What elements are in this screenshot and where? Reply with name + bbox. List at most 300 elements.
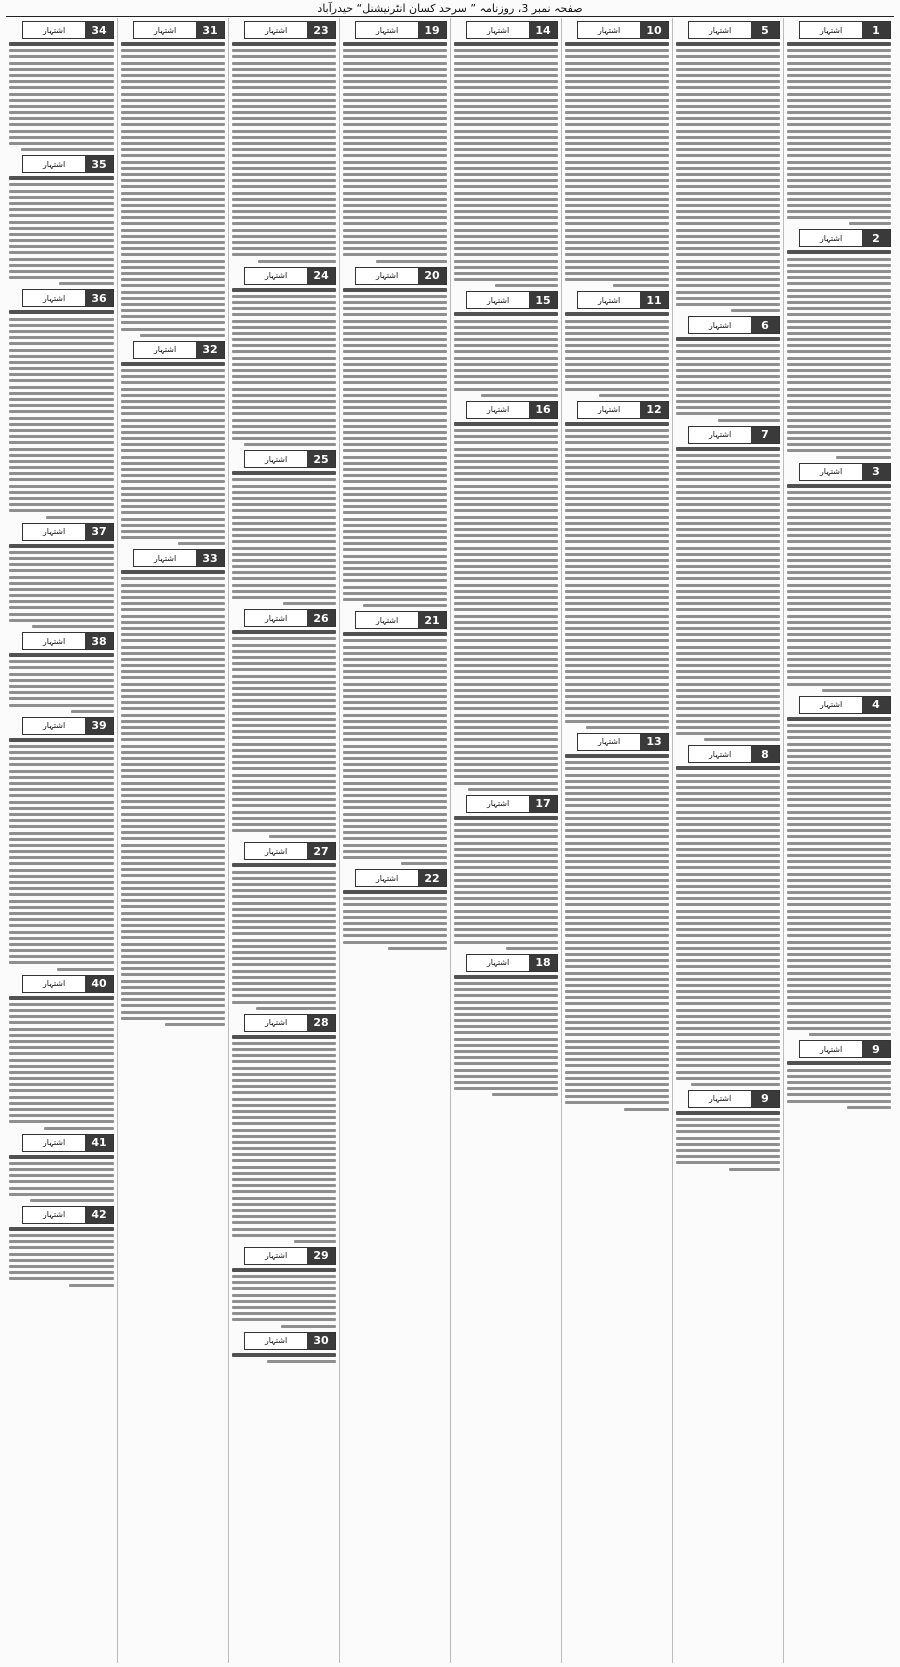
text-line [343,462,447,465]
text-line [565,466,669,469]
text-line [787,559,891,562]
text-line [565,1021,669,1024]
text-line [9,1187,114,1190]
text-line [676,701,780,704]
text-line [676,615,780,618]
text-line [849,222,891,225]
text-line [454,332,558,335]
text-line [676,136,780,139]
text-line [787,357,891,360]
text-line [232,1060,336,1063]
ad-number-badge [244,1014,336,1032]
text-line [787,282,891,285]
text-line [787,817,891,820]
text-line [787,148,891,151]
text-line [121,986,225,989]
text-line [565,204,669,207]
ad-block [454,954,558,1097]
text-line [121,198,225,201]
text-line [232,774,336,777]
ad-number-badge [244,267,336,285]
text-line [787,161,891,164]
text-line [343,179,447,182]
text-line [343,586,447,589]
text-line [30,1199,114,1202]
text-line [676,811,780,814]
text-line [121,68,225,71]
text-line [9,1009,114,1012]
text-line [232,400,336,403]
text-line [565,241,669,244]
text-line [9,491,114,494]
ad-label: اشتہار [689,1091,751,1107]
text-line [232,509,336,512]
text-line [565,934,669,937]
text-line [731,309,780,312]
text-line [454,751,558,754]
text-line [676,460,780,463]
text-line [343,561,447,564]
ad-block [565,733,669,1111]
text-line [232,154,336,157]
text-line [787,443,891,446]
text-line [565,959,669,962]
text-line [232,811,336,814]
text-line [454,1001,558,1004]
text-line [565,161,669,164]
text-line [787,1009,891,1012]
text-line [343,573,447,576]
text-line [121,431,225,434]
text-line [121,362,225,366]
ad-block [343,869,447,950]
text-line [343,850,447,853]
text-line [9,887,114,890]
text-line [454,344,558,347]
text-line [676,670,780,673]
text-line [343,592,447,595]
text-line [121,732,225,735]
text-line [343,74,447,77]
text-line [232,142,336,145]
text-line [787,301,891,304]
text-line [787,835,891,838]
text-line [9,1174,114,1177]
text-line [565,272,669,275]
ad-number: 16 [529,402,557,418]
ad-number-badge [355,869,447,887]
column [117,18,228,1663]
text-line [121,406,225,409]
text-line [121,487,225,490]
text-line [676,253,780,256]
text-line [787,621,891,624]
text-line [454,994,558,997]
text-line [232,478,336,481]
text-line [121,633,225,636]
text-line [454,928,558,931]
text-line [676,497,780,500]
text-line [9,49,114,52]
text-line [9,1168,114,1171]
text-line [9,208,114,211]
text-line [121,967,225,970]
ad-text-lines [9,544,114,628]
text-line [565,369,669,372]
text-line [343,536,447,539]
text-line [676,55,780,58]
text-line [232,908,336,911]
text-line [676,80,780,83]
text-line [565,615,669,618]
text-line [121,924,225,927]
text-line [565,441,669,444]
text-line [232,804,336,807]
text-line [676,185,780,188]
ad-label: اشتہار [800,230,862,246]
text-line [9,99,114,102]
text-line [565,111,669,114]
text-line [9,448,114,451]
text-line [343,295,447,298]
text-line [787,123,891,126]
text-line [676,154,780,157]
text-line [232,743,336,746]
text-line [343,474,447,477]
text-line [232,198,336,201]
ad-number-badge [799,696,891,714]
text-line [454,848,558,851]
text-line [787,307,891,310]
text-line [232,693,336,696]
text-line [121,192,225,195]
ad-label: اشتہار [245,843,307,859]
text-line [676,646,780,649]
text-line [343,775,447,778]
text-line [343,632,447,636]
text-line [676,934,780,937]
ad-text-lines [232,1268,336,1328]
text-line [787,990,891,993]
text-line [9,1040,114,1043]
text-line [9,117,114,120]
text-line [787,683,891,686]
text-line [454,478,558,481]
text-line [454,873,558,876]
text-line [232,491,336,494]
text-line [787,1061,891,1065]
text-line [676,291,780,294]
text-line [232,247,336,250]
text-line [232,871,336,874]
text-line [121,505,225,508]
text-line [676,978,780,981]
text-line [565,229,669,232]
text-line [565,947,669,950]
ad-block [121,21,225,337]
text-line [9,844,114,847]
text-line [454,934,558,937]
text-line [676,835,780,838]
text-line [565,278,669,281]
text-line [676,766,780,770]
ad-label: اشتہار [800,1041,862,1057]
text-line [232,1228,336,1231]
text-line [787,811,891,814]
text-line [232,471,336,475]
text-line [343,130,447,133]
text-line [9,62,114,65]
text-line [9,1021,114,1024]
text-line [676,1009,780,1012]
text-line [676,369,780,372]
text-line [9,1227,114,1231]
text-line [565,639,669,642]
text-line [454,80,558,83]
text-line [343,99,447,102]
text-line [232,313,336,316]
text-line [676,375,780,378]
text-line [232,497,336,500]
ad-label: اشتہار [245,268,307,284]
text-line [787,1100,891,1103]
text-line [676,584,780,587]
text-line [565,972,669,975]
text-line [787,1069,891,1072]
text-line [232,829,336,832]
text-line [787,381,891,384]
text-line [232,976,336,979]
text-line [343,751,447,754]
text-line [676,720,780,723]
text-line [9,392,114,395]
text-line [9,1059,114,1062]
text-line [121,590,225,593]
text-line [232,687,336,690]
text-line [232,1048,336,1051]
text-line [565,1101,669,1104]
text-line [343,646,447,649]
ad-text-lines [9,653,114,713]
ad-block [121,341,225,545]
text-line [676,1021,780,1024]
text-line [343,357,447,360]
text-line [787,363,891,366]
text-line [676,192,780,195]
text-line [232,1091,336,1094]
text-line [565,559,669,562]
ad-number-badge [22,289,114,307]
text-line [454,1075,558,1078]
text-line [454,161,558,164]
text-line [9,862,114,865]
text-line [565,652,669,655]
text-line [586,726,669,729]
text-line [787,959,891,962]
text-line [121,608,225,611]
text-line [9,270,114,273]
text-line [454,312,558,316]
text-line [232,1209,336,1212]
text-line [9,1046,114,1049]
text-line [232,1215,336,1218]
ad-block [676,21,780,312]
text-line [232,817,336,820]
text-line [121,912,225,915]
text-line [787,774,891,777]
text-line [9,900,114,903]
text-line [343,757,447,760]
ad-label: اشتہار [467,22,529,38]
text-line [787,755,891,758]
text-line [232,1166,336,1169]
text-line [676,49,780,52]
text-line [121,782,225,785]
text-line [121,315,225,318]
text-line [787,934,891,937]
text-line [121,154,225,157]
text-line [454,720,558,723]
text-line [232,1294,336,1297]
text-line [343,530,447,533]
text-line [454,664,558,667]
text-line [9,606,114,609]
text-line [565,516,669,519]
text-line [676,357,780,360]
ad-label: اشتہار [245,610,307,626]
text-line [565,627,669,630]
text-line [121,701,225,704]
text-line [9,1271,114,1274]
text-line [565,167,669,170]
text-line [676,1027,780,1030]
text-line [676,406,780,409]
text-line [9,691,114,694]
text-line [787,313,891,316]
text-line [454,1038,558,1041]
text-line [9,1193,114,1196]
text-line [343,837,447,840]
text-line [121,646,225,649]
text-line [454,835,558,838]
text-line [343,247,447,250]
text-line [676,278,780,281]
text-line [454,173,558,176]
text-line [232,644,336,647]
text-line [565,817,669,820]
text-line [454,916,558,919]
text-line [454,842,558,845]
ad-number: 26 [307,610,335,626]
text-line [565,823,669,826]
text-line [9,111,114,114]
text-line [343,142,447,145]
text-line [121,462,225,465]
text-line [565,42,669,46]
text-line [454,547,558,550]
text-line [232,920,336,923]
text-line [454,516,558,519]
text-line [454,497,558,500]
text-line [376,260,447,263]
ad-number: 3 [862,464,890,480]
text-line [454,1050,558,1053]
text-line [565,835,669,838]
text-line [9,738,114,742]
text-line [21,148,114,151]
ad-text-lines [787,250,891,458]
text-line [565,422,669,426]
ad-label: اشتہار [245,1248,307,1264]
text-line [232,681,336,684]
text-line [343,782,447,785]
text-line [121,627,225,630]
ad-number: 29 [307,1248,335,1264]
text-line [9,588,114,591]
text-line [787,1081,891,1084]
text-line [232,204,336,207]
text-line [454,584,558,587]
text-line [676,74,780,77]
text-line [599,394,669,397]
text-line [343,499,447,502]
ad-text-lines [343,632,447,865]
text-line [565,720,669,723]
text-line [232,877,336,880]
text-line [343,111,447,114]
text-line [787,86,891,89]
text-line [343,204,447,207]
text-line [676,509,780,512]
ad-number: 42 [85,1207,113,1223]
text-line [9,441,114,444]
text-line [787,1087,891,1090]
text-line [121,173,225,176]
text-line [343,922,447,925]
text-line [787,295,891,298]
text-line [9,466,114,469]
text-line [565,1015,669,1018]
text-line [454,689,558,692]
text-line [787,449,891,452]
text-line [9,906,114,909]
text-line [565,953,669,956]
text-line [9,142,114,145]
text-line [232,1122,336,1125]
text-line [9,751,114,754]
ad-number-badge [688,426,780,444]
text-line [565,485,669,488]
text-line [232,963,336,966]
text-line [9,600,114,603]
text-line [676,897,780,900]
text-line [9,410,114,413]
text-line [121,943,225,946]
ad-number: 21 [418,612,446,628]
text-line [565,130,669,133]
text-line [401,862,447,865]
text-line [676,62,780,65]
text-line [9,485,114,488]
text-line [676,959,780,962]
text-line [676,235,780,238]
text-line [836,456,891,459]
text-line [565,590,669,593]
text-line [121,949,225,952]
ad-text-lines [121,362,225,545]
text-line [343,664,447,667]
text-line [454,652,558,655]
